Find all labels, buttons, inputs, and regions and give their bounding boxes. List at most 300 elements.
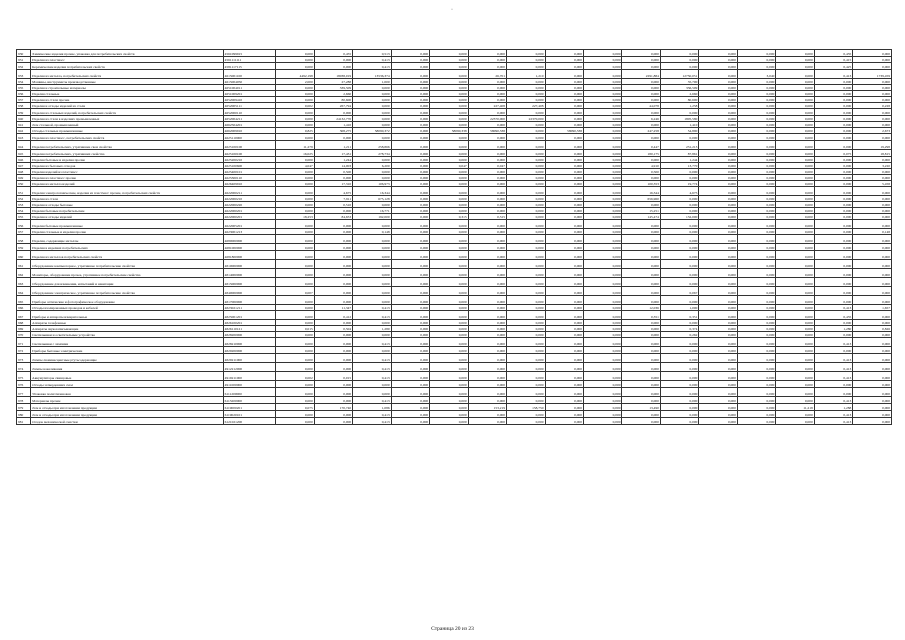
value-cell: 0,000: [353, 122, 391, 128]
item-name-cell: Изделия из пластмасс прочие: [31, 175, 223, 181]
value-cell: 0,000: [814, 141, 852, 150]
value-cell: 0,000: [276, 347, 314, 354]
value-cell: 0,000: [814, 91, 852, 97]
row-number-cell: 933: [17, 70, 31, 79]
value-cell: 0,000: [545, 175, 583, 181]
value-cell: 0,000: [507, 320, 545, 326]
value-cell: 0,000: [391, 338, 429, 347]
value-cell: 0,000: [853, 320, 892, 326]
value-cell: 0,262: [660, 332, 698, 338]
value-cell: 0,000: [468, 260, 506, 269]
value-cell: 0,000: [699, 320, 737, 326]
value-cell: 0,000: [776, 305, 814, 311]
value-cell: 7,911: [314, 196, 352, 202]
value-cell: 0,000: [507, 150, 545, 157]
value-cell: 0,000: [276, 181, 314, 187]
value-cell: 0,000: [314, 397, 352, 404]
value-cell: 0,000: [699, 57, 737, 63]
value-cell: 0,000: [853, 311, 892, 320]
value-cell: 0,826: [853, 326, 892, 332]
value-cell: 0,000: [353, 260, 391, 269]
value-cell: 0,000: [391, 169, 429, 175]
value-cell: 0,000: [391, 175, 429, 181]
value-cell: 0,000: [622, 397, 660, 404]
value-cell: 0,000: [814, 187, 852, 196]
item-code-cell: 6113200000: [223, 397, 276, 404]
item-code-cell: 4840000000: [223, 287, 276, 296]
value-cell: 0,504: [314, 326, 352, 332]
value-cell: 0,000: [507, 229, 545, 235]
value-cell: 0,000: [507, 202, 545, 208]
item-code-cell: 4662504201: [223, 122, 276, 128]
value-cell: 0,000: [583, 79, 621, 85]
value-cell: 0,000: [660, 109, 698, 116]
value-cell: 0,000: [699, 141, 737, 150]
value-cell: 0,000: [583, 97, 621, 103]
value-cell: 0,000: [737, 196, 775, 202]
value-cell: 0,000: [314, 220, 352, 229]
value-cell: 0,000: [814, 220, 852, 229]
value-cell: 0,000: [391, 244, 429, 251]
value-cell: 0,000: [468, 320, 506, 326]
value-cell: 0,000: [468, 50, 506, 57]
value-cell: 0,000: [622, 57, 660, 63]
value-cell: 0,000: [468, 372, 506, 381]
item-name-cell: Аппараты телефонные: [31, 320, 223, 326]
value-cell: 0,000: [776, 141, 814, 150]
value-cell: 0,000: [853, 418, 892, 425]
value-cell: 0,000: [430, 235, 468, 244]
value-cell: 0,000: [430, 85, 468, 91]
value-cell: 0,000: [776, 122, 814, 128]
value-cell: 0,000: [314, 134, 352, 141]
value-cell: 0,000: [468, 196, 506, 202]
value-cell: 0,000: [660, 381, 698, 388]
value-cell: 0,015: [276, 326, 314, 332]
row-number-cell: 965: [17, 296, 31, 305]
row-number-cell: 956: [17, 220, 31, 229]
value-cell: 0,000: [276, 169, 314, 175]
value-cell: 0,000: [737, 278, 775, 287]
value-cell: 0,000: [391, 150, 429, 157]
value-cell: 0,000: [814, 320, 852, 326]
value-cell: 258,866: [353, 141, 391, 150]
value-cell: 0,000: [430, 338, 468, 347]
value-cell: 0,000: [699, 187, 737, 196]
value-cell: 0,000: [430, 404, 468, 411]
value-cell: 0,000: [314, 63, 352, 70]
value-cell: 5,458: [853, 181, 892, 187]
row-number-cell: 953: [17, 202, 31, 208]
value-cell: 0,000: [814, 347, 852, 354]
item-code-cell: 4561099915: [223, 50, 276, 57]
table-row: [17, 381, 892, 388]
value-cell: 0,000: [507, 214, 545, 220]
value-cell: 0,000: [853, 332, 892, 338]
item-name-cell: Изделия из металла, потребительских свойств: [31, 70, 223, 79]
value-cell: 0,000: [737, 404, 775, 411]
value-cell: 17,431: [314, 150, 352, 157]
value-cell: 0,000: [276, 235, 314, 244]
item-name-cell: Изделия стальные: [31, 91, 223, 97]
item-code-cell: 4625400101: [223, 169, 276, 175]
table-row: [17, 363, 892, 372]
value-cell: 0,000: [622, 411, 660, 418]
value-cell: 0,000: [622, 220, 660, 229]
value-cell: 0,000: [699, 332, 737, 338]
value-cell: 0,000: [276, 175, 314, 181]
value-cell: 3,040: [737, 70, 775, 79]
value-cell: 0,000: [699, 372, 737, 381]
value-cell: 0,000: [391, 296, 429, 305]
value-cell: 0,000: [314, 296, 352, 305]
value-cell: 227,408: [468, 103, 506, 109]
value-cell: 0,075: [814, 150, 852, 157]
item-name-cell: Изделия из бытовых отходов: [31, 163, 223, 169]
value-cell: 0,000: [314, 208, 352, 214]
item-code-cell: 4622000211: [223, 187, 276, 196]
value-cell: 0,000: [430, 150, 468, 157]
value-cell: 0,000: [583, 150, 621, 157]
value-cell: 0,000: [391, 103, 429, 109]
value-cell: 0,000: [430, 122, 468, 128]
value-cell: 0,000: [737, 235, 775, 244]
value-cell: 0,000: [276, 109, 314, 116]
value-cell: 0,000: [776, 50, 814, 57]
value-cell: 0,000: [814, 296, 852, 305]
value-cell: 0,000: [737, 269, 775, 278]
value-cell: 0,000: [660, 134, 698, 141]
value-cell: 0,000: [737, 202, 775, 208]
item-name-cell: Лом и отходы при изготовлении продукции: [31, 404, 223, 411]
table-row: [17, 50, 892, 57]
value-cell: 0,000: [776, 109, 814, 116]
value-cell: 0,000: [853, 269, 892, 278]
value-cell: 0,000: [660, 208, 698, 214]
row-number-cell: 968: [17, 320, 31, 326]
value-cell: 0,000: [583, 418, 621, 425]
value-cell: 0,000: [660, 202, 698, 208]
value-cell: 0,000: [853, 175, 892, 181]
value-cell: 0,000: [853, 63, 892, 70]
value-cell: 0,000: [853, 122, 892, 128]
value-cell: 11,279: [276, 141, 314, 150]
value-cell: 0,000: [545, 296, 583, 305]
item-name-cell: Отходы затвердевших смол: [31, 381, 223, 388]
value-cell: 0,000: [622, 109, 660, 116]
value-cell: 0,000: [353, 91, 391, 97]
item-name-cell: Светильники с лампами: [31, 338, 223, 347]
value-cell: 0,000: [353, 220, 391, 229]
value-cell: 0,000: [430, 70, 468, 79]
value-cell: 0,315: [468, 214, 506, 220]
value-cell: 0,000: [545, 311, 583, 320]
value-cell: 0,000: [276, 397, 314, 404]
value-cell: 0,000: [699, 305, 737, 311]
value-cell: 0,000: [853, 296, 892, 305]
value-cell: 0,000: [853, 347, 892, 354]
value-cell: 0,000: [776, 388, 814, 397]
item-code-cell: 4825001201: [223, 311, 276, 320]
row-number-cell: 979: [17, 404, 31, 411]
value-cell: 0,000: [468, 85, 506, 91]
value-cell: 0,000: [276, 97, 314, 103]
value-cell: 227,408: [507, 103, 545, 109]
value-cell: 0,000: [660, 169, 698, 175]
value-cell: 0,000: [737, 214, 775, 220]
value-cell: 180,175: [622, 150, 660, 157]
row-number-cell: 980: [17, 411, 31, 418]
value-cell: 0,000: [853, 354, 892, 363]
value-cell: 0,000: [737, 347, 775, 354]
value-cell: 0,000: [430, 196, 468, 202]
value-cell: 0,000: [853, 169, 892, 175]
row-number-cell: 942: [17, 128, 31, 134]
value-cell: 0,000: [776, 251, 814, 260]
value-cell: 1,244: [314, 157, 352, 163]
value-cell: 0,000: [545, 214, 583, 220]
item-code-cell: 4823021211: [223, 305, 276, 311]
value-cell: 0,000: [468, 278, 506, 287]
value-cell: 0,000: [737, 175, 775, 181]
value-cell: 0,000: [391, 311, 429, 320]
item-code-cell: 4829211000: [223, 354, 276, 363]
value-cell: 0,000: [622, 202, 660, 208]
value-cell: 0,000: [622, 287, 660, 296]
value-cell: 0,000: [391, 320, 429, 326]
row-number-cell: 945: [17, 150, 31, 157]
value-cell: 0,000: [314, 338, 352, 347]
value-cell: 0,000: [660, 363, 698, 372]
table-row: [17, 269, 892, 278]
value-cell: 0,000: [391, 157, 429, 163]
item-name-cell: Изделия из металла изделий: [31, 181, 223, 187]
row-number-cell: 954: [17, 208, 31, 214]
value-cell: 0,000: [853, 157, 892, 163]
value-cell: 0,000: [699, 296, 737, 305]
value-cell: 0,000: [583, 269, 621, 278]
value-cell: 0,000: [737, 220, 775, 229]
value-cell: 0,000: [314, 235, 352, 244]
value-cell: 339,509: [314, 85, 352, 91]
value-cell: 0,413: [353, 411, 391, 418]
value-cell: 1,280: [814, 326, 852, 332]
value-cell: 0,000: [545, 202, 583, 208]
value-cell: 0,000: [314, 320, 352, 326]
value-cell: 1,657: [853, 305, 892, 311]
row-number-cell: 972: [17, 347, 31, 354]
value-cell: 0,000: [660, 338, 698, 347]
value-cell: 0,000: [507, 235, 545, 244]
value-cell: 13,770: [660, 163, 698, 169]
value-cell: 0,000: [545, 388, 583, 397]
value-cell: 0,000: [737, 296, 775, 305]
value-cell: 0,000: [314, 347, 352, 354]
value-cell: 0,000: [776, 363, 814, 372]
table-body: [17, 50, 892, 425]
value-cell: 0,000: [814, 85, 852, 91]
value-cell: 0,000: [622, 354, 660, 363]
value-cell: 0,000: [430, 63, 468, 70]
value-cell: 2,673: [853, 128, 892, 134]
value-cell: 1,410: [660, 122, 698, 128]
value-cell: 0,000: [353, 278, 391, 287]
item-code-cell: 4652005111: [223, 103, 276, 109]
value-cell: 0,000: [430, 103, 468, 109]
value-cell: 0,000: [507, 251, 545, 260]
value-cell: 0,000: [507, 196, 545, 202]
value-cell: 0,000: [737, 187, 775, 196]
value-cell: 0,000: [430, 175, 468, 181]
value-cell: 0,000: [507, 97, 545, 103]
value-cell: 0,000: [545, 287, 583, 296]
value-cell: 0,000: [391, 411, 429, 418]
value-cell: 44,078: [622, 103, 660, 109]
value-cell: 0,000: [314, 57, 352, 63]
value-cell: 0,000: [545, 141, 583, 150]
row-number-cell: 955: [17, 214, 31, 220]
item-code-cell: 4828200000: [223, 332, 276, 338]
value-cell: 24132,770: [314, 116, 352, 122]
value-cell: 0,000: [391, 260, 429, 269]
value-cell: 0,000: [276, 332, 314, 338]
value-cell: 0,000: [699, 196, 737, 202]
value-cell: 80,600: [314, 97, 352, 103]
value-cell: 656,960: [622, 196, 660, 202]
item-code-cell: 4622000201: [223, 214, 276, 220]
item-name-cell: Изделия потребительских, утратившие свои свойства: [31, 141, 223, 150]
value-cell: 0,413: [814, 397, 852, 404]
value-cell: 0,000: [622, 363, 660, 372]
table-row: [17, 388, 892, 397]
row-number-cell: 952: [17, 196, 31, 202]
item-name-cell: Изделия стальные и изделия прочие: [31, 229, 223, 235]
value-cell: 0,000: [699, 229, 737, 235]
value-cell: 192,000: [353, 214, 391, 220]
value-cell: 0,000: [545, 235, 583, 244]
item-name-cell: Материалы прочие: [31, 397, 223, 404]
value-cell: 0,000: [430, 169, 468, 175]
value-cell: 0,000: [699, 202, 737, 208]
row-number-cell: 975: [17, 372, 31, 381]
item-name-cell: Изделия потребительских, утративших свойства: [31, 150, 223, 157]
value-cell: 0,000: [737, 354, 775, 363]
row-number-cell: 932: [17, 63, 31, 70]
value-cell: 0,000: [545, 411, 583, 418]
value-cell: 0,000: [699, 85, 737, 91]
value-cell: 0,000: [276, 157, 314, 163]
value-cell: 0,000: [353, 287, 391, 296]
value-cell: 0,000: [545, 91, 583, 97]
item-code-cell: 4561111111: [223, 57, 276, 63]
value-cell: 0,000: [468, 141, 506, 150]
value-cell: 0,000: [737, 287, 775, 296]
item-name-cell: Оборудование для изменения, испытаний и навигации: [31, 278, 223, 287]
value-cell: 336,509: [660, 85, 698, 91]
value-cell: 158,750: [507, 404, 545, 411]
value-cell: 6,246: [622, 116, 660, 122]
value-cell: 0,000: [507, 163, 545, 169]
value-cell: 0,000: [699, 163, 737, 169]
value-cell: 0,000: [353, 388, 391, 397]
value-cell: 0,000: [507, 278, 545, 287]
value-cell: 0,000: [583, 196, 621, 202]
value-cell: 0,000: [545, 63, 583, 70]
value-cell: 0,000: [507, 418, 545, 425]
value-cell: 0,000: [391, 196, 429, 202]
value-cell: 27,288: [314, 79, 352, 85]
value-cell: 0,000: [468, 57, 506, 63]
value-cell: 0,000: [660, 220, 698, 229]
value-cell: 0,000: [583, 311, 621, 320]
value-cell: 0,000: [430, 388, 468, 397]
value-cell: 0,000: [430, 347, 468, 354]
value-cell: 0,000: [660, 388, 698, 397]
row-number-cell: 938: [17, 103, 31, 109]
value-cell: 0,413: [353, 57, 391, 63]
value-cell: 0,000: [430, 97, 468, 103]
value-cell: 0,000: [660, 196, 698, 202]
value-cell: 0,000: [276, 363, 314, 372]
row-number-cell: 934: [17, 79, 31, 85]
value-cell: 1,244: [660, 157, 698, 163]
value-cell: 0,000: [853, 244, 892, 251]
value-cell: 0,413: [353, 338, 391, 347]
value-cell: 0,000: [276, 418, 314, 425]
row-number-cell: 974: [17, 363, 31, 372]
value-cell: 16,344: [353, 187, 391, 196]
value-cell: 0,000: [391, 372, 429, 381]
value-cell: 0,000: [276, 311, 314, 320]
item-code-cell: 6119020101: [223, 411, 276, 418]
value-cell: 0,000: [391, 109, 429, 116]
value-cell: 0,000: [430, 50, 468, 57]
value-cell: 0,000: [276, 187, 314, 196]
item-name-cell: Изделия из стали в изделиях промышленных: [31, 116, 223, 122]
table-row: [17, 244, 892, 251]
value-cell: 0,000: [353, 244, 391, 251]
value-cell: 0,000: [583, 381, 621, 388]
value-cell: 0,000: [507, 134, 545, 141]
value-cell: 0,000: [353, 134, 391, 141]
value-cell: 0,000: [699, 363, 737, 372]
value-cell: 0,000: [430, 418, 468, 425]
item-name-cell: Изделия в изделиях потребительских: [31, 244, 223, 251]
item-code-cell: 4662009910: [223, 128, 276, 134]
value-cell: 0,000: [391, 269, 429, 278]
value-cell: 0,000: [468, 235, 506, 244]
value-cell: 0,000: [660, 296, 698, 305]
value-cell: 0,000: [814, 128, 852, 134]
value-cell: 0,000: [545, 418, 583, 425]
value-cell: 0,000: [353, 85, 391, 91]
value-cell: 0,000: [353, 269, 391, 278]
value-cell: 0,000: [814, 103, 852, 109]
value-cell: 0,000: [699, 260, 737, 269]
value-cell: 2,660: [660, 91, 698, 97]
value-cell: 0,000: [776, 332, 814, 338]
item-code-cell: 4681000000: [223, 244, 276, 251]
value-cell: 0,000: [622, 347, 660, 354]
value-cell: 0,000: [699, 63, 737, 70]
value-cell: 0,000: [622, 85, 660, 91]
item-code-cell: 4625100100: [223, 141, 276, 150]
value-cell: 0,000: [853, 196, 892, 202]
value-cell: 0,000: [545, 338, 583, 347]
table-row: [17, 404, 892, 411]
item-code-cell: 6119000201: [223, 404, 276, 411]
value-cell: 0,000: [391, 381, 429, 388]
